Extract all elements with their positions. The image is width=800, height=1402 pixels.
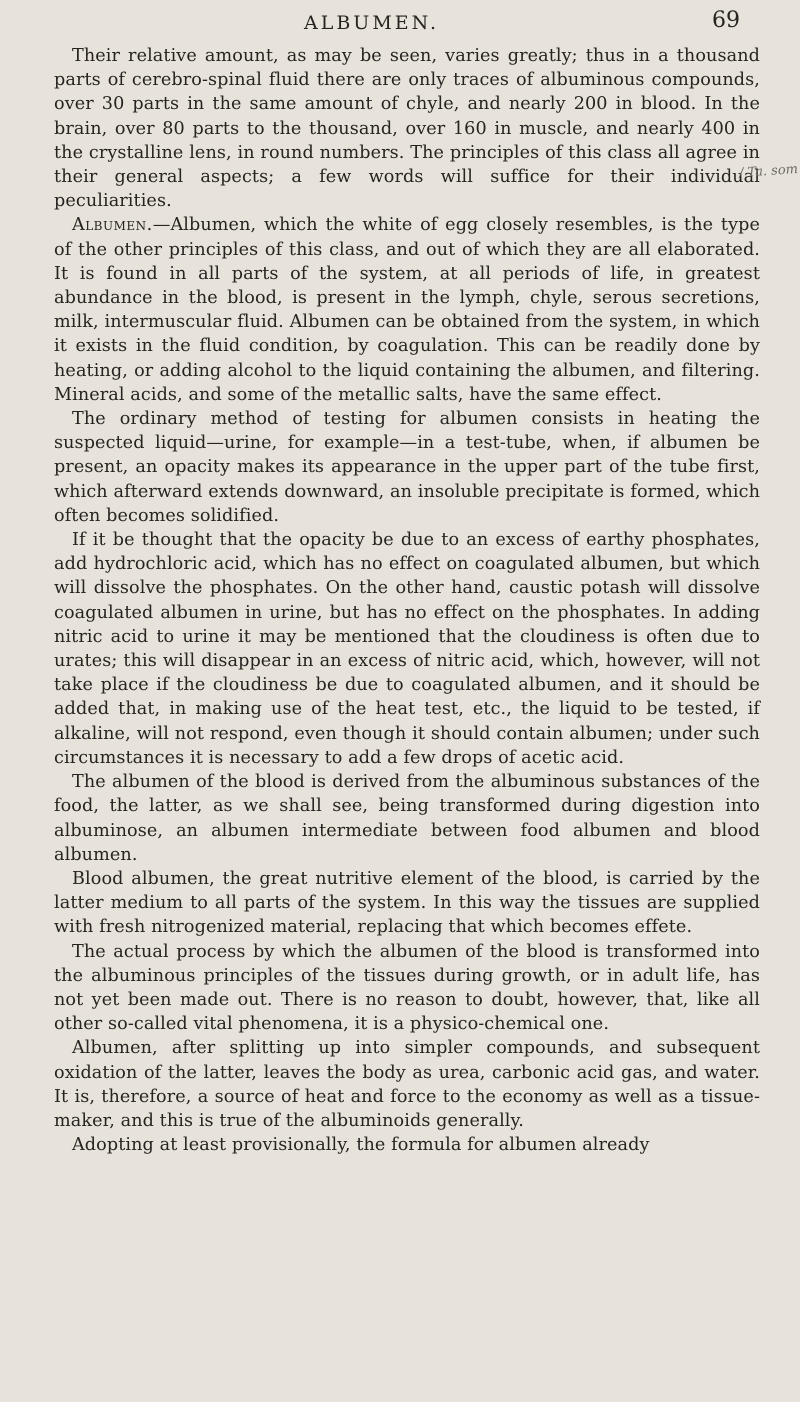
paragraph-blood-albumen-origin: The albumen of the blood is derived from the albuminous substances of the food, the latter, as we shall see, being transformed during digestion into albuminose, an albumen intermediate between food albumen and blood albumen.	[54, 772, 760, 865]
body-text	[54, 44, 760, 1157]
paragraph-phosphates: If it be thought that the opacity be due to an excess of earthy phosphates, add hydrochloric acid, which has no effect on coagulated albumen, but which will dissolve the phosphates. On the other hand, caustic potash will dissolve coagulated albumen in urine, but has no effect on the phosphates. In adding nitric acid to urine it may be mentioned that the cloudiness is often due to urates; this will disappear in an excess of nitric acid, which, however, will not take place if the cloudiness be due to coagulated albumen, and it should be added that, in making use of the heat test, etc., the liquid to be tested, if alkaline, will not respond, even though it should contain albumen; under such circumstances it is necessary to add a few drops of acetic acid.	[54, 530, 760, 768]
paragraph-oxidation: Albumen, after splitting up into simpler compounds, and subsequent oxidation of the latter, leaves the body as urea, carbonic acid gas, and water. It is, therefore, a source of heat and force to the economy as well as a tissue-maker, and this is true of the albuminoids generally.	[54, 1038, 760, 1131]
section-lead-albumen: Albumen.	[72, 215, 153, 236]
paragraph-testing-method: The ordinary method of testing for albumen consists in heating the suspected liquid—urine, for example—in a test-tube, when, if albumen be present, an opacity makes its appearance in the upper part of the tube first, which afterward extends downward, an insoluble precipitate is formed, which often becomes solidified.	[54, 409, 760, 526]
page-number: 69	[712, 8, 740, 33]
handwritten-margin-note: / Ta. som	[738, 161, 799, 182]
paragraph-relative-amount: Their relative amount, as may be seen, varies greatly; thus in a thousand parts of cerebro-spinal fluid there are only traces of albuminous compounds, over 30 parts in the same amount of chyle, and nearly 200 in blood. In the brain, over 80 parts to the thousand, over 160 in muscle, and nearly 400 in the crystalline lens, in round numbers. The principles of this class all agree in their general aspects; a few words will suffice for their individual peculiarities.	[54, 46, 760, 212]
page-header	[54, 0, 760, 44]
paragraph-formula: Adopting at least provisionally, the formula for albumen already	[72, 1135, 650, 1156]
paragraph-albumen-text: —Albumen, which the white of egg closely resembles, is the type of the other principles of this class, and out of which they are all elaborated. It is found in all parts of the system, at all periods of life, in greatest abundance in the blood, is present in the lymph, chyle, serous secretions, milk, intermuscular fluid. Albumen can be obtained from the system, in which it exists in the fluid condition, by coagulation. This can be readily done by heating, or adding alcohol to the liquid containing the albumen, and filtering. Mineral acids, and some of the metallic salts, have the same effect.	[54, 215, 760, 405]
paragraph-transformation: The actual process by which the albumen of the blood is transformed into the albuminous principles of the tissues during growth, or in adult life, has not yet been made out. There is no reason to doubt, however, that, like all other so-called vital phenomena, it is a physico-chemical one.	[54, 941, 760, 1035]
paragraph-blood-albumen-nutrition: Blood albumen, the great nutritive element of the blood, is carried by the latter medium to all parts of the system. In this way the tissues are supplied with fresh nitrogenized material, replacing that which becomes effete.	[54, 868, 760, 938]
running-head: ALBUMEN.	[304, 12, 440, 34]
paragraph-albumen	[54, 213, 760, 407]
